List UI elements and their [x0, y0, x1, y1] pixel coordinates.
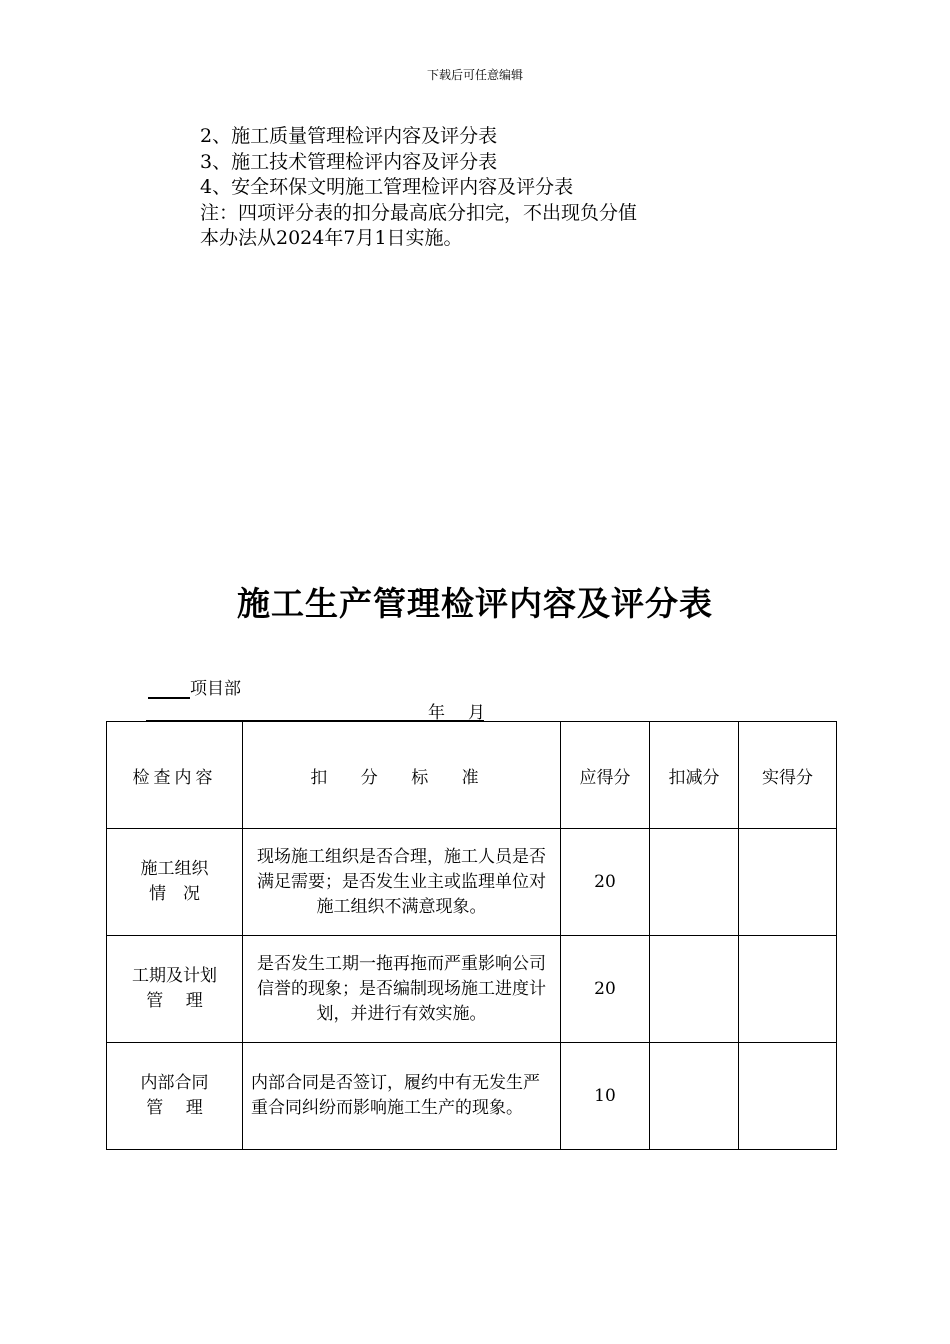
date-line — [146, 698, 484, 721]
page-header: 下载后可任意编辑 — [426, 68, 523, 82]
department-line — [148, 674, 241, 699]
date-year-label: 年 — [428, 703, 445, 723]
row-standard: 内部合同是否签订，履约中有无发生严重合同纠纷而影响施工生产的现象。 — [243, 1043, 561, 1150]
intro-line: 4、安全环保文明施工管理检评内容及评分表 — [200, 176, 574, 198]
header-actual-score: 实得分 — [739, 722, 837, 829]
row-item: 工期及计划 管 理 — [107, 936, 243, 1043]
header-deduction-standard: 扣 分 标 准 — [243, 722, 561, 829]
row-due-score: 20 — [561, 936, 650, 1043]
row-due-score: 20 — [561, 829, 650, 936]
table-row — [107, 936, 837, 1043]
intro-list — [200, 124, 820, 252]
header-due-score: 应得分 — [561, 722, 650, 829]
row-actual-score[interactable] — [739, 1043, 837, 1150]
row-item: 施工组织 情 况 — [107, 829, 243, 936]
row-item: 内部合同 管 理 — [107, 1043, 243, 1150]
row-deducted-score[interactable] — [650, 829, 739, 936]
row-deducted-score[interactable] — [650, 1043, 739, 1150]
document-title: 施工生产管理检评内容及评分表 — [237, 584, 713, 623]
row-deducted-score[interactable] — [650, 936, 739, 1043]
row-actual-score[interactable] — [739, 829, 837, 936]
date-month-label: 月 — [468, 703, 485, 723]
intro-note: 注：四项评分表的扣分最高底分扣完，不出现负分值 — [200, 201, 638, 224]
intro-line: 3、施工技术管理检评内容及评分表 — [200, 150, 498, 173]
table-header-row — [107, 722, 837, 829]
intro-effective-date: 本办法从2024年7月1日实施。 — [200, 227, 463, 249]
header-deducted-score: 扣减分 — [650, 722, 739, 829]
row-due-score: 10 — [561, 1043, 650, 1150]
row-actual-score[interactable] — [739, 936, 837, 1043]
score-table — [106, 721, 837, 1150]
row-standard: 现场施工组织是否合理，施工人员是否满足需要；是否发生业主或监理单位对施工组织不满意现象。 — [243, 829, 561, 936]
table-row — [107, 829, 837, 936]
intro-line: 2、施工质量管理检评内容及评分表 — [200, 125, 498, 147]
department-label: 项目部 — [190, 679, 241, 699]
department-blank — [148, 681, 190, 699]
header-check-content: 检查内容 — [107, 722, 243, 829]
row-standard: 是否发生工期一拖再拖而严重影响公司信誉的现象；是否编制现场施工进度计划，并进行有效实施。 — [243, 936, 561, 1043]
table-row — [107, 1043, 837, 1150]
